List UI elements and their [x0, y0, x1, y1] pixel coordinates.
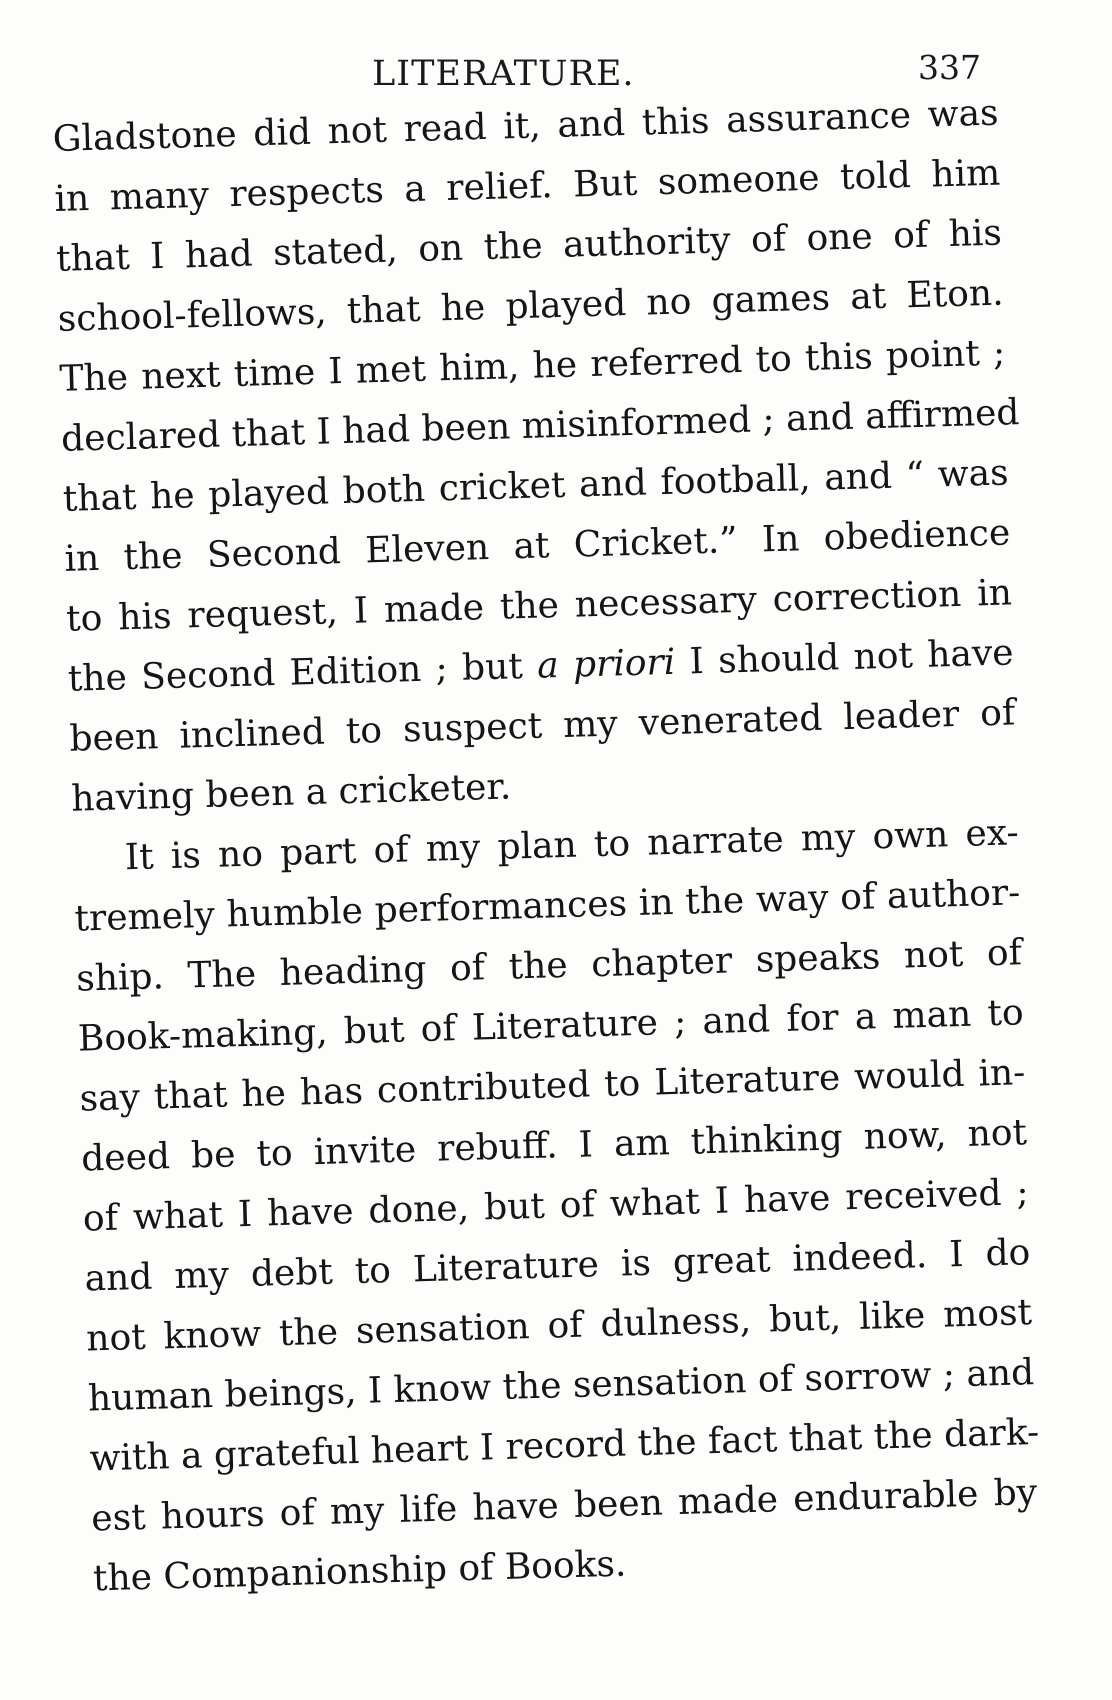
text-line: say that he has contributed to Literature would in- — [79, 1052, 1026, 1120]
text-line: ship. The heading of the chapter speaks not of — [75, 932, 1023, 1000]
text-line: to his request, I made the necessary correction in — [65, 572, 1013, 640]
text-line: the Companionship of Books. — [92, 1543, 627, 1600]
text-line: in many respects a relief. But someone told him — [53, 152, 1001, 220]
italic-phrase: a priori — [536, 641, 676, 687]
text-line: not know the sensation of dulness, but, like most — [85, 1292, 1033, 1360]
text-line: school-fellows, that he played no games at Eton. — [57, 272, 1005, 340]
body-text — [52, 82, 1078, 1609]
paragraph-gladstone-eton — [52, 82, 1057, 829]
text-segment: the Second Edition ; but — [67, 646, 524, 700]
text-line: with a grateful heart I record the fact that the dark- — [89, 1411, 1040, 1480]
text-line: declared that I had been misinformed ; and affirmed — [60, 392, 1020, 460]
text-line: deed be to invite rebuff. I am thinking now, not — [80, 1112, 1028, 1180]
running-title: LITERATURE. — [372, 54, 635, 94]
text-line: Book-making, but of Literature ; and for a man to — [77, 992, 1025, 1060]
text-line: Gladstone did not read it, and this assurance was — [52, 92, 1000, 160]
text-line: that I had stated, on the authority of one of his — [55, 212, 1003, 280]
text-line: and my debt to Literature is great indeed. I do — [84, 1232, 1031, 1300]
text-line: human beings, I know the sensation of sorrow ; and — [87, 1352, 1035, 1420]
text-line: It is no part of my plan to narrate my own ex- — [124, 812, 1020, 879]
text-line: tremely humble performances in the way of author- — [74, 872, 1021, 940]
text-line: est hours of my life have been made endurable by — [90, 1472, 1038, 1540]
text-line: The next time I met him, he referred to this point ; — [58, 332, 1006, 400]
paragraph-literature-debt — [72, 802, 1078, 1609]
text-segment: I should not have — [688, 632, 1015, 683]
page-number: 337 — [918, 48, 981, 87]
text-line: been inclined to suspect my venerated leader of — [69, 692, 1016, 760]
text-line: in the Second Eleven at Cricket.” In obedience — [63, 512, 1011, 580]
text-line: having been a cricketer. — [70, 766, 512, 820]
text-line: that he played both cricket and football, and “ was — [62, 452, 1010, 520]
text-line: of what I have done, but of what I have received ; — [82, 1172, 1030, 1240]
